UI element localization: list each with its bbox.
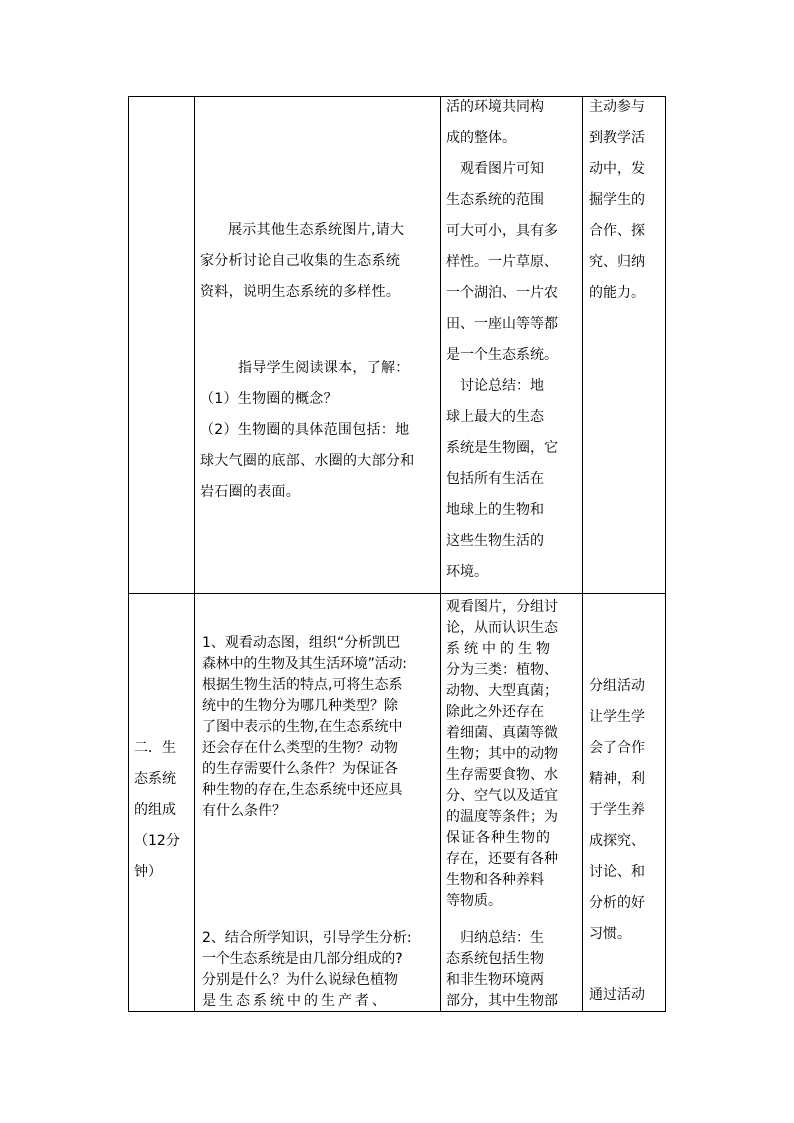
row2-student-activity-cell-b <box>446 928 580 1012</box>
text-line: 环境。 <box>446 564 488 580</box>
section-title-line: 钟） <box>134 864 162 880</box>
text-line: 地球上的生物和 <box>446 502 544 518</box>
text-line: 保证各种生物的 <box>446 830 551 846</box>
row1-design-intent-cell <box>589 92 663 309</box>
table-column-divider-1 <box>194 96 195 1012</box>
text-line: 主动参与 <box>589 99 645 115</box>
text-line: 会了合作 <box>589 740 645 756</box>
row2-section-title-cell <box>134 733 192 888</box>
text-line: 分、空气以及适宜 <box>446 788 558 804</box>
text-line: 这些生物生活的 <box>446 533 544 549</box>
text-line: 家分析讨论自己收集的生态系统 <box>200 253 401 269</box>
text-line: 1、观看动态图，组织“分析凯巴 <box>202 635 401 651</box>
text-line: 资料，说明生态系统的多样性。 <box>200 284 401 300</box>
table-top-border <box>128 96 666 97</box>
text-line: 生物；其中的动物 <box>446 746 558 762</box>
text-line: 球大气圈的底部、水圈的大部分和 <box>200 453 415 469</box>
text-line: 成探究、 <box>589 833 645 849</box>
row1-student-activity-cell <box>446 92 580 588</box>
text-line: 成的整体。 <box>446 130 516 146</box>
text-line: 岩石圈的表面。 <box>200 484 301 500</box>
text-line: 一个生态系统是由几部分组成的? <box>202 951 403 967</box>
text-line: 2、结合所学知识，引导学生分析: <box>202 930 412 946</box>
section-title-line: 态系统 <box>134 771 176 787</box>
text-line: 的生存需要什么条件？为保证各 <box>202 761 398 777</box>
text-line: 习惯。 <box>589 926 631 942</box>
text-line: 态系统包括生物 <box>446 951 544 967</box>
text-line: 精神，利 <box>589 771 645 787</box>
text-line: 存在，还要有各种 <box>446 851 558 867</box>
text-line: 观看图片可知 <box>460 161 544 177</box>
text-line: 让学生学 <box>589 709 645 725</box>
section-title-line: 的组成 <box>134 802 176 818</box>
text-line: 了图中表示的生物,在生态系统中 <box>202 719 403 735</box>
text-line: 还会存在什么类型的生物？动物 <box>202 740 398 756</box>
table-left-border <box>128 96 129 1012</box>
text-line: 着细菌、真菌等微 <box>446 725 558 741</box>
section-title-line: （12分 <box>134 833 180 849</box>
text-line: 等物质。 <box>446 893 502 909</box>
text-line: 是一个生态系统。 <box>446 347 558 363</box>
text-line: 一个湖泊、一片农 <box>446 285 558 301</box>
row2-design-intent-cell-a <box>589 671 663 950</box>
text-line: 讨论总结：地 <box>460 378 544 394</box>
text-line: 论，从而认识生态 <box>446 620 558 636</box>
text-line: 包括所有生活在 <box>446 471 544 487</box>
text-line: （2）生物圈的具体范围包括：地 <box>200 422 410 438</box>
text-line: 生态系统的范围 <box>446 192 544 208</box>
table-row-divider <box>128 593 666 594</box>
text-line: 分为三类：植物、 <box>446 662 558 678</box>
text-line: 于学生养 <box>589 802 645 818</box>
text-line: 样性。一片草原、 <box>446 254 558 270</box>
text-line: 分析的好 <box>589 895 645 911</box>
text-line: 和非生物环境两 <box>446 972 544 988</box>
text-line: 动中，发 <box>589 161 645 177</box>
text-line: 活的环境共同构 <box>446 99 544 115</box>
text-line: 指导学生阅读课本，了解： <box>238 360 410 376</box>
row2-teacher-activity-cell-a <box>202 633 438 822</box>
text-line: 有什么条件？ <box>202 803 286 819</box>
table-right-border <box>665 96 666 1012</box>
text-line: 通过活动 <box>589 987 645 1003</box>
text-line: 种生物的存在,生态系统中还应具 <box>202 782 403 798</box>
text-line: 系统中的生物 <box>446 641 554 657</box>
table-column-divider-3 <box>582 96 583 1012</box>
section-title-line: 二．生 <box>134 740 176 756</box>
text-line: 合作、探 <box>589 223 645 239</box>
text-line: 球上最大的生态 <box>446 409 544 425</box>
text-line: 除此之外还存在 <box>446 704 544 720</box>
text-line: 展示其他生态系统图片,请大 <box>228 222 405 238</box>
text-line: 到教学活 <box>589 130 645 146</box>
text-line: 分别是什么？为什么说绿色植物 <box>202 972 398 988</box>
text-line: 根据生物生活的特点,可将生态系 <box>202 677 403 693</box>
text-line: 讨论、和 <box>589 864 645 880</box>
text-line: 生存需要食物、水 <box>446 767 558 783</box>
text-line: 生物和各种养料 <box>446 872 544 888</box>
text-line: 森林中的生物及其生活环境”活动: <box>202 656 407 672</box>
text-line: 田、一座山等等都 <box>446 316 558 332</box>
text-line: 观看图片，分组讨 <box>446 599 558 615</box>
text-line: 分组活动 <box>589 678 645 694</box>
text-line: 的能力。 <box>589 285 645 301</box>
text-line: 掘学生的 <box>589 192 645 208</box>
text-line: 归纳总结：生 <box>460 930 544 946</box>
text-line: 系统是生物圈，它 <box>446 440 558 456</box>
text-line: 可大可小，具有多 <box>446 223 558 239</box>
text-line: 统中的生物分为哪几种类型？除 <box>202 698 398 714</box>
text-line: 是生态系统中的生产者、 <box>202 993 389 1009</box>
row2-teacher-activity-cell-b <box>202 928 438 1012</box>
text-line: 究、归纳 <box>589 254 645 270</box>
text-line: （1）生物圈的概念？ <box>200 391 338 407</box>
text-line: 动物、大型真菌； <box>446 683 558 699</box>
row2-design-intent-cell-b <box>589 980 663 1011</box>
table-column-divider-2 <box>440 96 441 1012</box>
row1-teacher-activity-cell <box>200 215 438 508</box>
text-line: 的温度等条件；为 <box>446 809 558 825</box>
text-line: 部分，其中生物部 <box>446 993 558 1009</box>
row2-student-activity-cell-a <box>446 597 580 912</box>
